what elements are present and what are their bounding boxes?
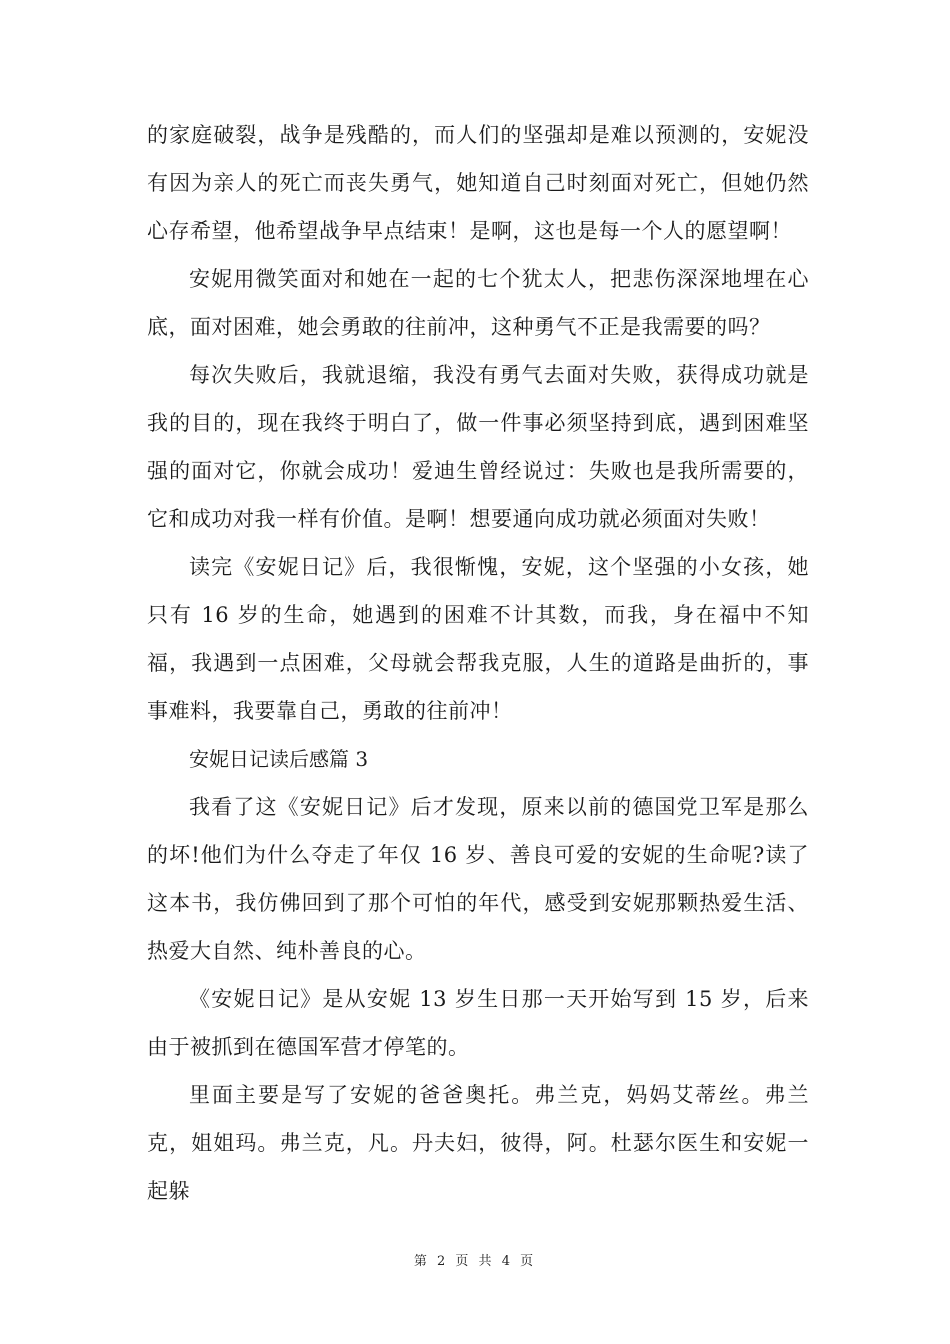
paragraph: 读完《安妮日记》后，我很惭愧，安妮，这个坚强的小女孩，她只有 16 岁的生命，她遇到的困难不计其数，而我，身在福中不知福，我遇到一点困难，父母就会帮我克服，人生的道路是曲折的，事事难料，我要靠自己，勇敢的往前冲！ <box>147 555 809 723</box>
page-number-footer: 第 2 页 共 4 页 <box>413 1254 537 1269</box>
paragraph: 我看了这《安妮日记》后才发现，原来以前的德国党卫军是那么的坏!他们为什么夺走了年仅 16 岁、善良可爱的安妮的生命呢?读了这本书，我仿佛回到了那个可怕的年代，感受到安妮那颗热爱生活、热爱大自然、纯朴善良的心。 <box>147 795 809 963</box>
paragraph: 《安妮日记》是从安妮 13 岁生日那一天开始写到 15 岁，后来由于被抓到在德国军营才停笔的。 <box>147 987 809 1059</box>
section-heading: 安妮日记读后感篇 3 <box>189 747 369 771</box>
paragraph: 里面主要是写了安妮的爸爸奥托。弗兰克，妈妈艾蒂丝。弗兰克，姐姐玛。弗兰克，凡。丹夫妇，彼得，阿。杜瑟尔医生和安妮一起躲 <box>147 1083 809 1203</box>
paragraph: 每次失败后，我就退缩，我没有勇气去面对失败，获得成功就是我的目的，现在我终于明白了，做一件事必须坚持到底，遇到困难坚强的面对它，你就会成功！爱迪生曾经说过：失败也是我所需要的，它和成功对我一样有价值。是啊！想要通向成功就必须面对失败！ <box>147 363 809 531</box>
paragraph: 安妮用微笑面对和她在一起的七个犹太人，把悲伤深深地埋在心底，面对困难，她会勇敢的往前冲，这种勇气不正是我需要的吗？ <box>147 267 809 339</box>
body-text <box>147 111 809 1215</box>
paragraph-continuation: 的家庭破裂，战争是残酷的，而人们的坚强却是难以预测的，安妮没有因为亲人的死亡而丧失勇气，她知道自己时刻面对死亡，但她仍然心存希望，他希望战争早点结束！是啊，这也是每一个人的愿望啊！ <box>147 123 809 243</box>
